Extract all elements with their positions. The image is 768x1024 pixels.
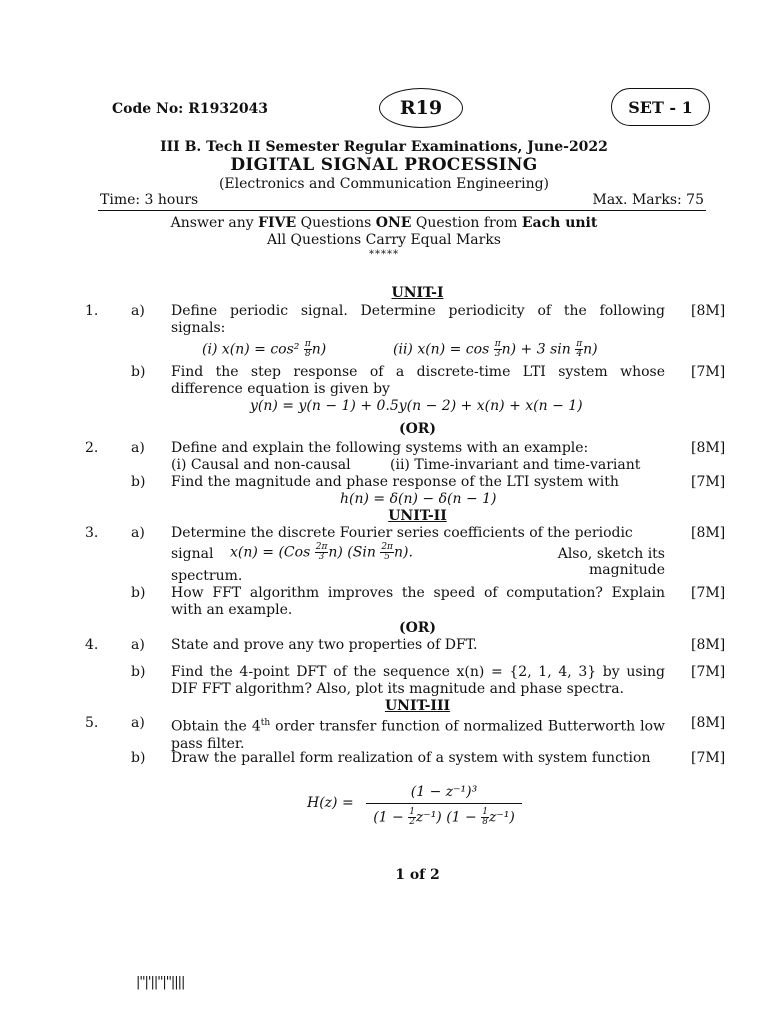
eq-text: (i) x(n) = cos²: [202, 341, 304, 358]
question-marks: [7M]: [691, 750, 726, 766]
eq-text: (1 −: [373, 809, 409, 826]
question-part: a): [131, 715, 145, 731]
frac-num: π: [494, 339, 501, 349]
question-text: Find the magnitude and phase response of the LTI system with: [171, 474, 619, 490]
question-part: a): [131, 525, 145, 541]
frac-num: 2π: [315, 542, 328, 552]
option-text: (i) Causal and non-causal: [171, 457, 351, 473]
fraction: [481, 808, 489, 827]
equation: [202, 340, 326, 359]
eq-text: n) (Sin: [328, 544, 381, 561]
equation-lhs: H(z) =: [307, 795, 354, 811]
time-allowed: Time: 3 hours: [100, 192, 199, 208]
text-part: Obtain the 4: [171, 718, 261, 735]
eq-text: x(n) = (Cos: [230, 544, 315, 561]
frac-den: 2: [409, 817, 415, 827]
question-marks: [8M]: [691, 303, 726, 319]
eq-text: n): [311, 341, 327, 358]
frac-den: 8: [304, 349, 311, 359]
question-text: Also, sketch its magnitude: [557, 546, 665, 578]
instr-part: Questions: [296, 215, 376, 231]
instruction-line-1: [0, 215, 768, 231]
question-text: signal: [171, 546, 214, 562]
set-badge: [611, 88, 710, 126]
regulation-badge: [379, 88, 463, 128]
instr-part: Question from: [411, 215, 522, 231]
fraction: [304, 340, 312, 359]
code-number: Code No: R1932043: [112, 101, 269, 117]
instruction-line-2: All Questions Carry Equal Marks: [267, 232, 501, 248]
equation: [393, 340, 598, 359]
equation: y(n) = y(n − 1) + 0.5y(n − 2) + x(n) + x(n − 1): [250, 398, 583, 414]
question-marks: [7M]: [691, 664, 726, 680]
question-marks: [8M]: [691, 440, 726, 456]
question-marks: [7M]: [691, 585, 726, 601]
frac-num: π: [304, 339, 311, 349]
exam-title: III B. Tech II Semester Regular Examinations, June-2022: [160, 139, 608, 155]
stars-divider: *****: [369, 249, 399, 260]
department: (Electronics and Communication Engineering): [218, 176, 550, 192]
frac-num: 1: [482, 807, 488, 817]
frac-num: 2π: [381, 542, 393, 552]
unit-3-heading: UNIT-III: [384, 698, 451, 714]
eq-text: n): [583, 341, 598, 358]
question-text: Find the step response of a discrete-time LTI system whose difference equation is given by: [171, 364, 665, 397]
equation: h(n) = δ(n) − δ(n − 1): [340, 491, 497, 507]
question-text: Define and explain the following systems with an example:: [171, 440, 589, 456]
header-divider: [98, 210, 706, 211]
question-part: b): [131, 474, 146, 490]
fraction-bar: [366, 803, 522, 804]
question-text: spectrum.: [171, 568, 243, 584]
fraction: [494, 340, 502, 359]
equation-denominator: [366, 808, 522, 827]
fraction: [380, 543, 394, 562]
question-part: b): [131, 364, 146, 380]
frac-den: 8: [482, 817, 488, 827]
max-marks: Max. Marks: 75: [592, 192, 704, 208]
or-separator: (OR): [398, 421, 437, 437]
question-text: [171, 715, 665, 753]
fraction: [575, 340, 583, 359]
equation: [230, 543, 413, 562]
question-text: State and prove any two properties of DFT.: [171, 637, 478, 653]
eq-text: z⁻¹) (1 −: [415, 809, 482, 826]
question-marks: [8M]: [691, 525, 726, 541]
fraction: [408, 808, 416, 827]
frac-den: 3: [318, 552, 325, 562]
unit-1-heading: UNIT-I: [391, 285, 444, 301]
question-number: 5.: [85, 715, 99, 731]
question-part: b): [131, 664, 146, 680]
question-marks: [7M]: [691, 364, 726, 380]
question-part: b): [131, 750, 146, 766]
question-text: Draw the parallel form realization of a system with system function: [171, 750, 651, 766]
frac-num: π: [576, 339, 583, 349]
question-marks: [8M]: [691, 715, 726, 731]
page-number: 1 of 2: [395, 867, 440, 883]
question-part: b): [131, 585, 146, 601]
question-number: 3.: [85, 525, 99, 541]
option-text: (ii) Time-invariant and time-variant: [390, 457, 641, 473]
question-marks: [8M]: [691, 637, 726, 653]
superscript: th: [260, 718, 271, 728]
fraction: [315, 543, 329, 562]
frac-den: 4: [576, 349, 583, 359]
question-text: Find the 4-point DFT of the sequence x(n) = {2, 1, 4, 3} by using DIF FFT algorithm? Also, plot its magnitude and phase spectra.: [171, 664, 665, 697]
barcode: |''|'||''|''||||: [136, 975, 185, 990]
frac-den: 3: [494, 349, 501, 359]
question-text: Define periodic signal. Determine periodicity of the following signals:: [171, 303, 665, 336]
instr-five: FIVE: [258, 215, 297, 231]
question-number: 1.: [85, 303, 99, 319]
regulation-label: R19: [399, 97, 443, 119]
instr-part: Answer any: [170, 215, 259, 231]
frac-den: 5: [384, 552, 390, 562]
instr-each: Each unit: [521, 215, 598, 231]
question-marks: [7M]: [691, 474, 726, 490]
frac-num: 1: [409, 807, 415, 817]
or-separator: (OR): [398, 620, 437, 636]
text-part: order transfer function of normalized Butterworth low pass filter.: [171, 718, 665, 752]
question-part: a): [131, 637, 145, 653]
eq-text: + 3 sin: [516, 341, 576, 358]
question-number: 4.: [85, 637, 99, 653]
subject-title: DIGITAL SIGNAL PROCESSING: [230, 155, 538, 175]
instr-one: ONE: [375, 215, 412, 231]
question-part: a): [131, 440, 145, 456]
eq-text: n): [501, 341, 517, 358]
question-number: 2.: [85, 440, 99, 456]
question-text: Determine the discrete Fourier series coefficients of the periodic: [171, 525, 633, 541]
eq-text: n).: [393, 544, 413, 561]
set-label: SET - 1: [628, 97, 693, 117]
unit-2-heading: UNIT-II: [388, 508, 447, 524]
equation-numerator: (1 − z⁻¹)³: [410, 784, 478, 800]
question-part: a): [131, 303, 145, 319]
eq-text: (ii) x(n) = cos: [393, 341, 494, 358]
eq-text: z⁻¹): [488, 809, 515, 826]
question-text: How FFT algorithm improves the speed of computation? Explain with an example.: [171, 585, 665, 618]
